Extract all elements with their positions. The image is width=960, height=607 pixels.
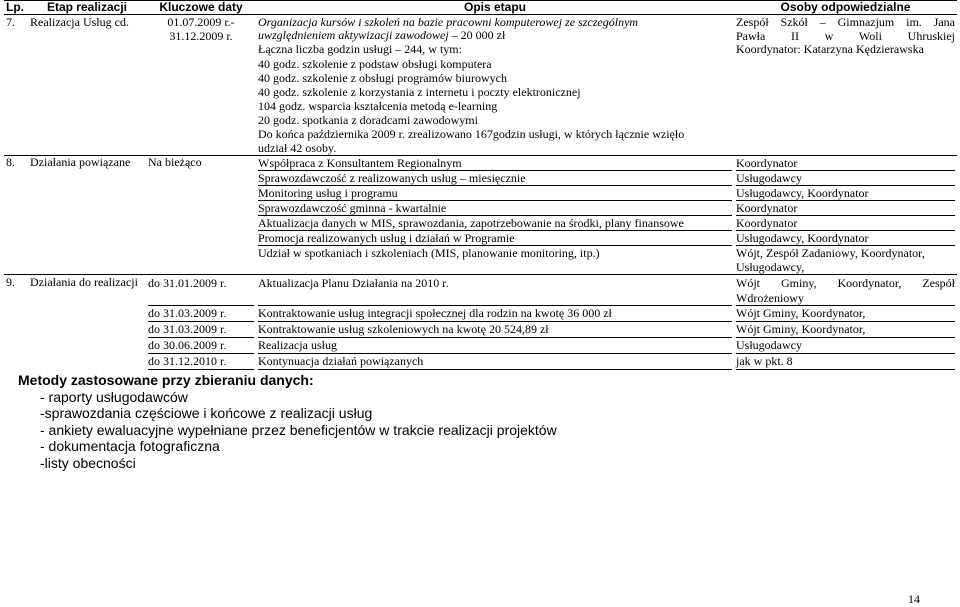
- row8-item: Sprawozdawczość z realizowanych usług – miesięcznie: [258, 171, 732, 186]
- table-row: [4, 15, 957, 156]
- row9-osoby-item: Wójt Gminy, Koordynator,: [736, 306, 955, 322]
- row9-date: do 31.03.2009 r.: [148, 306, 254, 322]
- row9-osoby-line: Wójt Gminy, Koordynator, Zespół: [736, 276, 955, 290]
- row7-line: 104 godz. wsparcia kształcenia metodą e-learning: [258, 99, 498, 113]
- row9-date: do 31.03.2009 r.: [148, 322, 254, 338]
- methods-item: - ankiety ewaluacyjne wypełniane przez beneficjentów w trakcie realizacji projektów: [40, 421, 557, 438]
- row7-date-end: 31.12.2009 r.: [169, 28, 233, 43]
- row9-item: Realizacja usług: [258, 338, 732, 354]
- table-row: [4, 275, 957, 371]
- row8-item: Współpraca z Konsultantem Regionalnym: [258, 156, 732, 171]
- row7-line: Łączna liczba godzin usługi – 244, w tym:: [258, 42, 462, 56]
- row8-osoby-item: Wójt, Zespół Zadaniowy, Koordynator,: [736, 246, 925, 260]
- row8-osoby-item: Usługodawcy: [736, 171, 955, 186]
- row8-osoby-item: Koordynator: [736, 216, 955, 231]
- row8-item: Promocja realizowanych usług i działań w Programie: [258, 231, 732, 246]
- row7-osoby-line: Koordynator: Katarzyna Kędzierawska: [736, 42, 924, 56]
- row8-item: Monitoring usług i programu: [258, 186, 732, 201]
- row7-opis: [256, 15, 734, 156]
- row9-osoby: [734, 275, 957, 371]
- row8-opis: [256, 156, 734, 275]
- row7-daty: [146, 15, 256, 156]
- row8-osoby-item: Usługodawcy, Koordynator: [736, 186, 955, 201]
- row8-osoby-item: Koordynator: [736, 201, 955, 216]
- row8-lp: 8.: [4, 156, 28, 275]
- row9-date: do 30.06.2009 r.: [148, 338, 254, 354]
- row9-item: Kontraktowanie usług integracji społecznej dla rodzin na kwotę 36 000 zł: [258, 306, 732, 322]
- row9-daty: [146, 275, 256, 371]
- header-lp: Lp.: [4, 1, 28, 15]
- row8-daty: Na bieżąco: [146, 156, 256, 275]
- methods-title: Metody zastosowane przy zbieraniu danych:: [18, 372, 314, 388]
- header-opis: Opis etapu: [256, 1, 734, 15]
- row7-osoby-line: Zespół Szkół – Gimnazjum im. Jana: [736, 15, 955, 29]
- row7-line: 20 godz. spotkania z doradcami zawodowymi: [258, 113, 478, 127]
- methods-item: -listy obecności: [40, 454, 136, 471]
- page-number: 14: [908, 592, 920, 606]
- row9-lp: 9.: [4, 275, 28, 371]
- row7-lp: 7.: [6, 15, 15, 29]
- row8-osoby: [734, 156, 957, 275]
- row7-line: 40 godz. szkolenie z podstaw obsługi komputera: [258, 57, 492, 71]
- row7-line: 40 godz. szkolenie z korzystania z internetu i poczty elektronicznej: [258, 85, 581, 99]
- methods-item: - dokumentacja fotograficzna: [40, 438, 220, 454]
- row7-line: Do końca października 2009 r. zrealizowano 167godzin usługi, w których łącznie wzięło: [258, 127, 685, 141]
- row7-line: 40 godz. szkolenie z obsługi programów biurowych: [258, 71, 507, 85]
- methods-section: [18, 372, 557, 471]
- row9-osoby-item: Wójt Gminy, Koordynator,: [736, 322, 955, 338]
- row8-item: Udział w spotkaniach i szkoleniach (MIS, planowanie monitoring, itp.): [258, 246, 600, 260]
- row7-date-start: 01.07.2009 r.-: [167, 15, 235, 29]
- row9-item: Aktualizacja Planu Działania na 2010 r.: [258, 276, 732, 306]
- row8-osoby-item: Koordynator: [736, 156, 955, 171]
- row9-opis: [256, 275, 734, 371]
- row9-date: do 31.12.2010 r.: [148, 354, 254, 370]
- methods-item: - raporty usługodawców: [40, 388, 188, 405]
- table-row: [4, 156, 957, 275]
- header-daty: Kluczowe daty: [146, 1, 256, 15]
- row7-osoby-line: Pawła II w Woli Uhruskiej: [736, 28, 955, 43]
- row9-osoby-item: jak w pkt. 8: [736, 354, 955, 370]
- row9-date: do 31.01.2009 r.: [148, 276, 254, 306]
- row9-osoby-item: [736, 276, 955, 306]
- row7-title-cont: [258, 29, 732, 42]
- row8-osoby-item: Usługodawcy,: [736, 260, 805, 274]
- row7-title: Organizacja kursów i szkoleń na bazie pracowni komputerowej ze szczególnym: [258, 15, 639, 29]
- row8-item: Aktualizacja danych w MIS, sprawozdania, zapotrzebowanie na środki, plany finansowe: [258, 216, 732, 231]
- methods-item: -sprawozdania częściowe i końcowe z realizacji usług: [40, 405, 373, 421]
- row9-item: Kontynuacja działań powiązanych: [258, 354, 732, 370]
- row7-osoby: [734, 15, 957, 156]
- row7-etap: Realizacja Usług cd.: [30, 15, 129, 29]
- row9-etap: Działania do realizacji: [28, 275, 146, 371]
- row7-line: udział 42 osoby.: [258, 141, 337, 155]
- row9-osoby-item: Usługodawcy: [736, 338, 955, 354]
- row8-item: Sprawozdawczość gminna - kwartalnie: [258, 201, 732, 216]
- row8-osoby-item: Usługodawcy, Koordynator: [736, 231, 955, 246]
- table-header-row: [4, 1, 957, 15]
- row7-amount: – 20 000 zł: [448, 27, 506, 42]
- row7-title-italic: uwzględnieniem aktywizacji zawodowej: [258, 27, 449, 42]
- header-osoby: Osoby odpowiedzialne: [734, 1, 957, 15]
- action-plan-table: [4, 0, 957, 370]
- row9-osoby-line: Wdrożeniowy: [736, 291, 804, 305]
- row9-item: Kontraktowanie usług szkoleniowych na kwotę 20 524,89 zł: [258, 322, 732, 338]
- header-etap: Etap realizacji: [28, 1, 146, 15]
- row8-etap: Działania powiązane: [28, 156, 146, 275]
